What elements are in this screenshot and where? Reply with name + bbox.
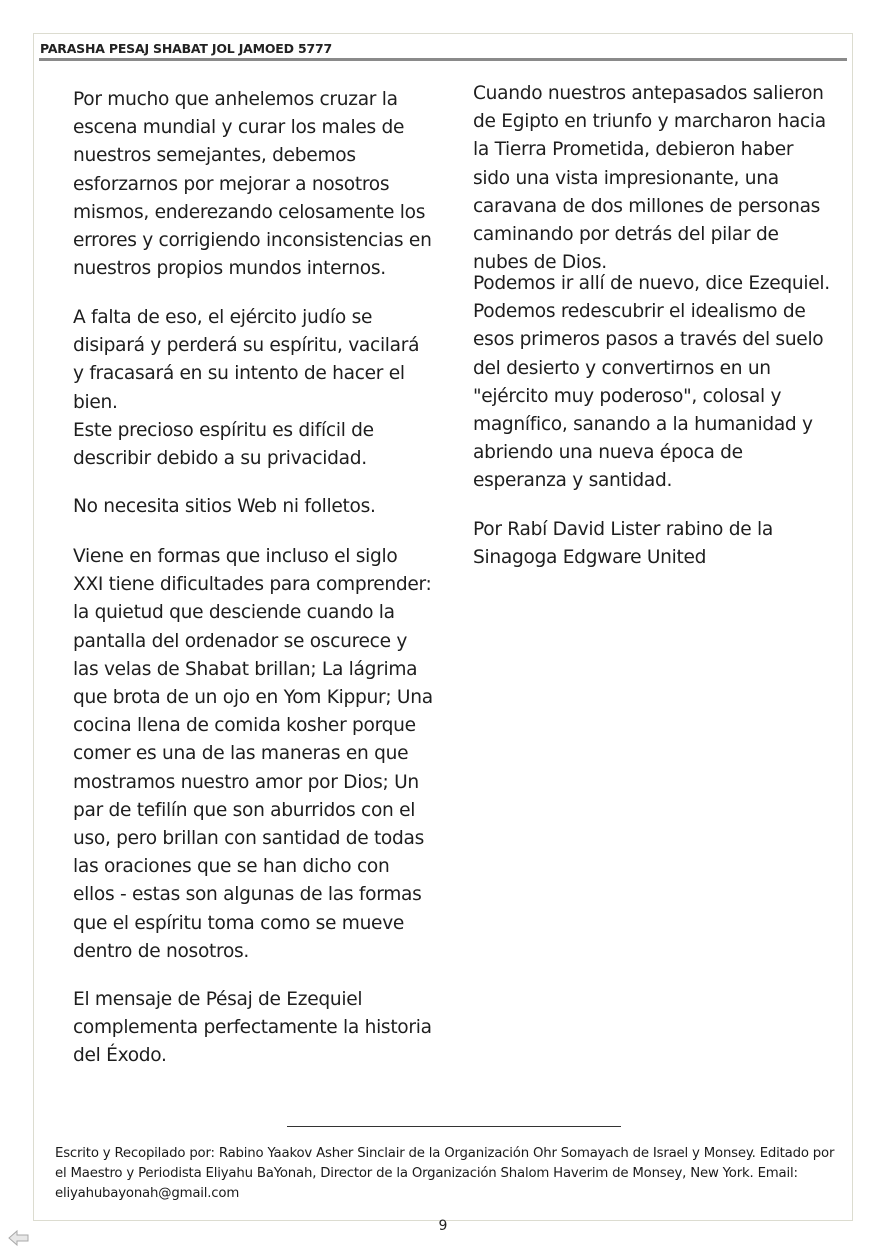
author-byline: Por Rabí David Lister rabino de la Sinagoga Edgware United (473, 519, 773, 569)
header-rule (39, 58, 847, 61)
paragraph: Cuando nuestros antepasados salieron de Egipto en triunfo y marcharon hacia la Tierra Prometida, debieron haber sido una vista impresionante, una caravana de dos millones de personas caminando por detrás del pilar de nubes de Dios. (473, 83, 826, 274)
footer-rule (287, 1126, 621, 1127)
paragraph: El mensaje de Pésaj de Ezequiel complementa perfectamente la historia del Éxodo. (73, 989, 432, 1067)
paragraph: Podemos ir allí de nuevo, dice Ezequiel. Podemos redescubrir el idealismo de esos primeros pasos a través del suelo del desierto y convertirnos en un "ejército muy poderoso", colosal y magnífico, sanando a la humanidad y abriendo una nueva época de esperanza y santidad. (473, 273, 830, 492)
paragraph: No necesita sitios Web ni folletos. (73, 496, 376, 517)
page-number: 9 (438, 1218, 448, 1234)
back-arrow-icon[interactable] (8, 1228, 30, 1248)
paragraph: Por mucho que anhelemos cruzar la escena mundial y curar los males de nuestros semejantes, debemos esforzarnos por mejorar a nosotros mismos, enderezando celosamente los errores y corrigiendo inconsistencias en nuestros propios mundos internos. (73, 89, 432, 280)
paragraph: A falta de eso, el ejército judío se disipará y perderá su espíritu, vacilará y fracasará en su intento de hacer el bien. (73, 307, 420, 413)
footer-credits: Escrito y Recopilado por: Rabino Yaakov Asher Sinclair de la Organización Ohr Somayach de Israel y Monsey. Editado por el Maestro y Periodista Eliyahu BaYonah, Director de la Organización Shalom Haverim de Monsey, New York. Email: eliyahubayonah@gmail.com (55, 1146, 835, 1201)
paragraph: Este precioso espíritu es difícil de describir debido a su privacidad. (73, 420, 374, 470)
paragraph: Viene en formas que incluso el siglo XXI tiene dificultades para comprender: la quietud que desciende cuando la pantalla del ordenador se oscurece y las velas de Shabat brillan; La lágrima que brota de un ojo en Yom Kippur; Una cocina llena de comida kosher porque comer es una de las maneras en que mostramos nuestro amor por Dios; Un par de tefilín que son aburridos con el uso, pero brillan con santidad de todas las oraciones que se han dicho con ellos - estas son algunas de las formas que el espíritu toma como se mueve dentro de nosotros. (73, 546, 433, 962)
document-header-title: PARASHA PESAJ SHABAT JOL JAMOED 5777 (40, 41, 332, 56)
